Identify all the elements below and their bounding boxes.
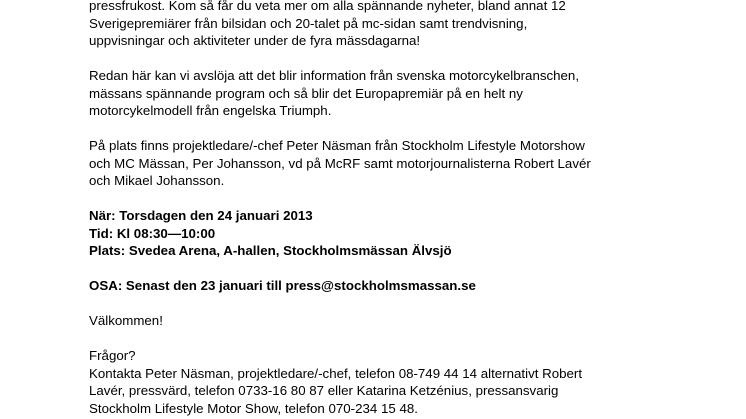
reveal-line: Redan här kan vi avslöja att det blir information från svenska motorcykelbranschen, bbox=[89, 68, 580, 83]
paragraph-spacer bbox=[89, 295, 729, 313]
attendees-line: och Mikael Johansson. bbox=[89, 173, 225, 188]
event-place: Plats: Svedea Arena, A-hallen, Stockholmsmässan Älvsjö bbox=[89, 243, 452, 258]
event-time: Tid: Kl 08:30—10:00 bbox=[89, 225, 216, 241]
paragraph-spacer bbox=[89, 260, 729, 278]
paragraph-spacer bbox=[89, 120, 729, 138]
welcome-line: Välkommen! bbox=[89, 313, 163, 328]
paragraph-spacer bbox=[89, 330, 729, 348]
rsvp-line: OSA: Senast den 23 januari till press@stockholmsmassan.se bbox=[89, 278, 476, 293]
questions-line: Stockholm Lifestyle Motor Show, telefon 070-234 15 48. bbox=[89, 400, 418, 416]
reveal-line: mässans spännande program och så blir det Europapremiär på en helt ny bbox=[89, 85, 523, 101]
event-details bbox=[89, 207, 729, 260]
attendees-line: På plats finns projektledare/-chef Peter Näsman från Stockholm Lifestyle Motorshow bbox=[89, 138, 585, 153]
intro-line: pressfrukost. Kom så får du veta mer om alla spännande nyheter, bland annat 12 bbox=[89, 0, 566, 13]
intro-line: Sverigepremiärer från bilsidan och 20-talet på mc-sidan samt trendvisning, bbox=[89, 15, 528, 31]
intro-line: uppvisningar och aktiviteter under de fyra mässdagarna! bbox=[89, 33, 421, 48]
questions-paragraph bbox=[89, 347, 729, 417]
questions-line: Lavér, pressvärd, telefon 0733-16 80 87 eller Katarina Ketzénius, pressansvarig bbox=[89, 383, 559, 398]
questions-line: Kontakta Peter Näsman, projektledare/-chef, telefon 08-749 44 14 alternativt Robert bbox=[89, 365, 583, 381]
paragraph-spacer bbox=[89, 50, 729, 68]
document-page bbox=[89, 0, 729, 417]
intro-paragraph bbox=[89, 0, 729, 50]
attendees-line: och MC Mässan, Per Johansson, vd på McRF samt motorjournalisterna Robert Lavér bbox=[89, 155, 591, 171]
reveal-line: motorcykelmodell från engelska Triumph. bbox=[89, 103, 332, 118]
attendees-paragraph bbox=[89, 137, 729, 190]
questions-heading: Frågor? bbox=[89, 348, 136, 363]
paragraph-spacer bbox=[89, 190, 729, 208]
reveal-paragraph bbox=[89, 67, 729, 120]
event-when: När: Torsdagen den 24 januari 2013 bbox=[89, 208, 313, 223]
